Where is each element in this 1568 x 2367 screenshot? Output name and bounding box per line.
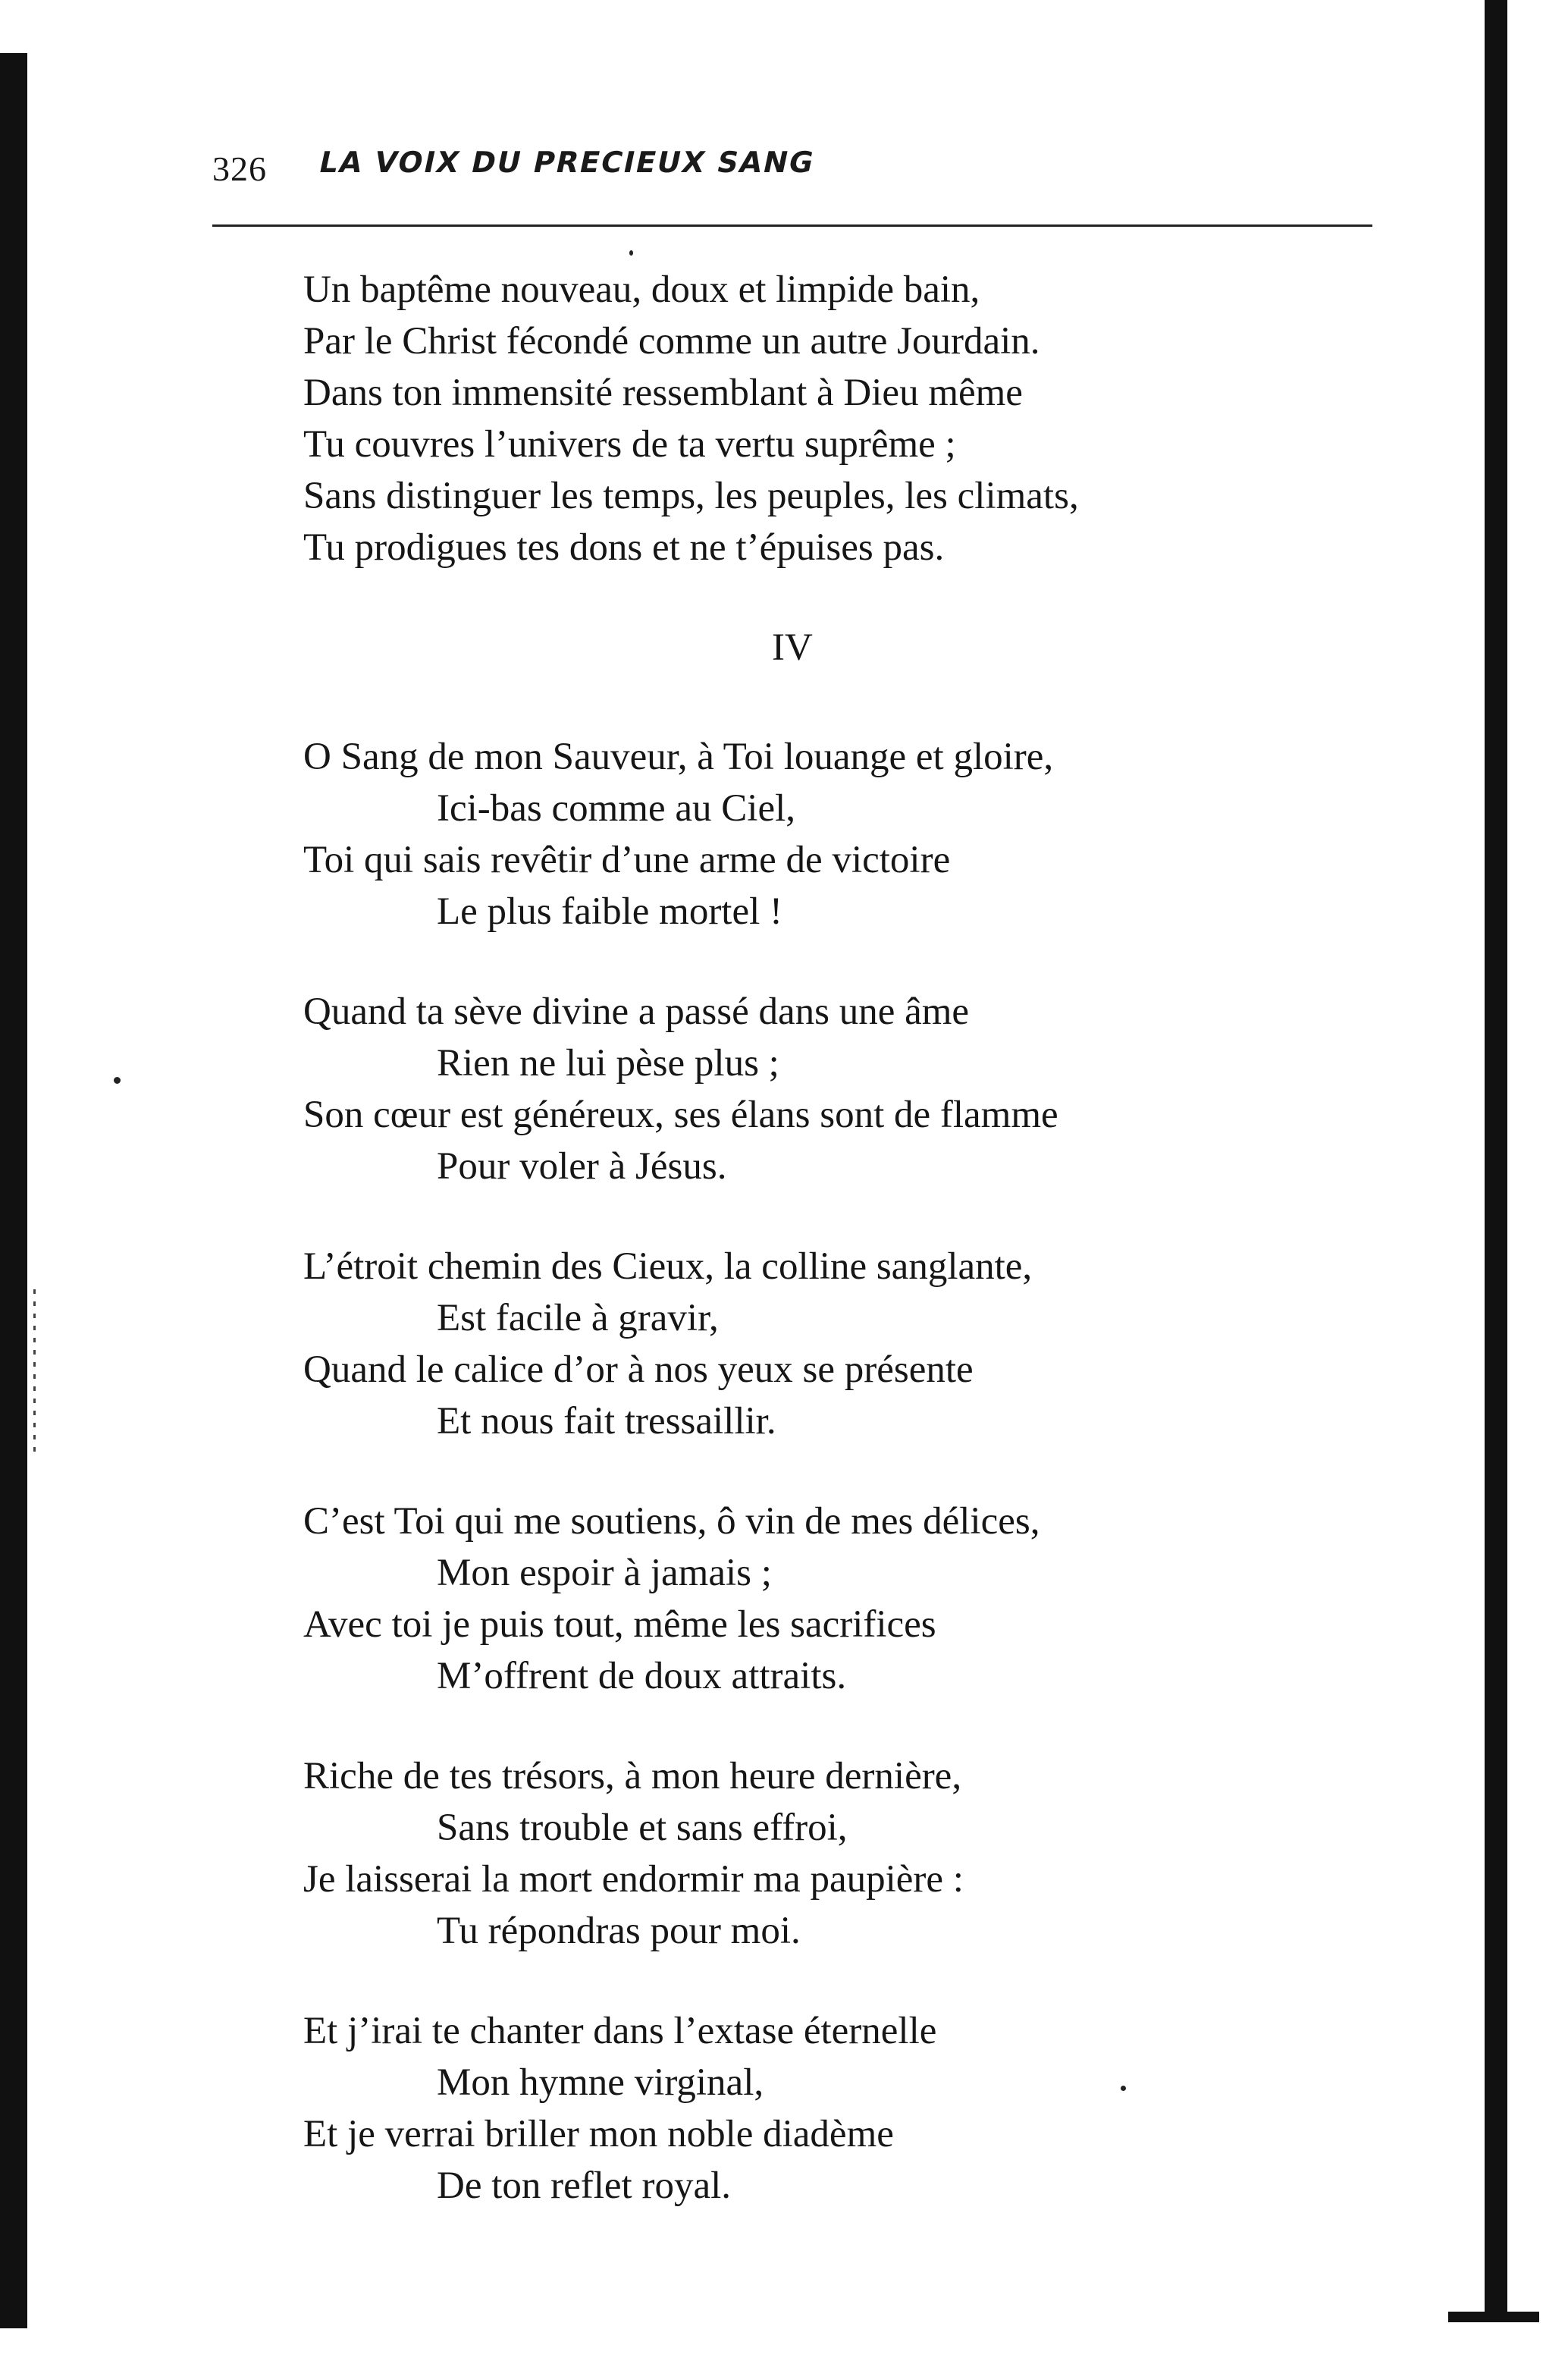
verse-line: Un baptême nouveau, doux et limpide bain, [303, 268, 980, 311]
verse-line: Quand ta sève divine a passé dans une âme [303, 990, 970, 1033]
verse-line-indented: Tu répondras pour moi. [437, 1910, 801, 1952]
verse-line-indented: De ton reflet royal. [437, 2165, 732, 2207]
verse-line: C’est Toi qui me soutiens, ô vin de mes délices, [303, 1500, 1040, 1543]
stanza [303, 986, 1441, 1192]
verse-line-indented: Ici-bas comme au Ciel, [437, 787, 795, 830]
stanza [303, 731, 1441, 937]
verse-line-indented: Est facile à gravir, [437, 1297, 719, 1339]
verse-line: Sans distinguer les temps, les peuples, les climats, [303, 475, 1079, 517]
poem-body [303, 264, 1441, 2260]
scan-margin-marks [33, 1289, 36, 1456]
verse-line: Et j’irai te chanter dans l’extase éternelle [303, 2010, 937, 2052]
verse-line: Quand le calice d’or à nos yeux se présente [303, 1348, 974, 1391]
opening-stanza [303, 264, 1441, 573]
verse-line-indented: Rien ne lui pèse plus ; [437, 1042, 779, 1085]
verse-line-indented: Sans trouble et sans effroi, [437, 1807, 848, 1849]
verse-line-indented: Mon espoir à jamais ; [437, 1552, 772, 1594]
scan-edge-left [0, 53, 27, 2328]
verse-line-indented: Pour voler à Jésus. [437, 1145, 727, 1188]
verse-line: O Sang de mon Sauveur, à Toi louange et gloire, [303, 736, 1054, 778]
verse-line-indented: Mon hymne virginal, [437, 2061, 764, 2104]
stanza [303, 2005, 1441, 2212]
verse-line: Dans ton immensité ressemblant à Dieu même [303, 372, 1023, 414]
section-heading: IV [772, 626, 813, 669]
verse-line: Toi qui sais revêtir d’une arme de victoire [303, 839, 951, 881]
verse-line: Tu couvres l’univers de ta vertu suprême ; [303, 423, 956, 466]
stanza [303, 1241, 1441, 1447]
stanza [303, 1496, 1441, 1702]
scan-edge-foot [1448, 2312, 1539, 2322]
verse-line: Et je verrai briller mon noble diadème [303, 2113, 894, 2155]
page-number: 326 [212, 149, 267, 188]
verse-line: Avec toi je puis tout, même les sacrifices [303, 1603, 936, 1646]
scan-speck [114, 1077, 121, 1084]
verse-line: L’étroit chemin des Cieux, la colline sanglante, [303, 1245, 1033, 1288]
verse-line: Par le Christ fécondé comme un autre Jourdain. [303, 320, 1040, 363]
verse-line: Riche de tes trésors, à mon heure dernière, [303, 1755, 962, 1797]
scan-edge-right [1485, 0, 1507, 2321]
running-head: LA VOIX DU PRECIEUX SANG [316, 146, 818, 179]
verse-line: Son cœur est généreux, ses élans sont de flamme [303, 1094, 1058, 1136]
verse-line-indented: Le plus faible mortel ! [437, 890, 783, 933]
stanza [303, 1750, 1441, 1957]
header-rule [212, 224, 1372, 227]
verse-line-indented: M’offrent de doux attraits. [437, 1655, 847, 1697]
verse-line: Tu prodigues tes dons et ne t’épuises pas. [303, 526, 945, 569]
verse-line-indented: Et nous fait tressaillir. [437, 1400, 776, 1442]
verse-line: Je laisserai la mort endormir ma paupière : [303, 1858, 964, 1901]
scan-speck [629, 250, 633, 256]
